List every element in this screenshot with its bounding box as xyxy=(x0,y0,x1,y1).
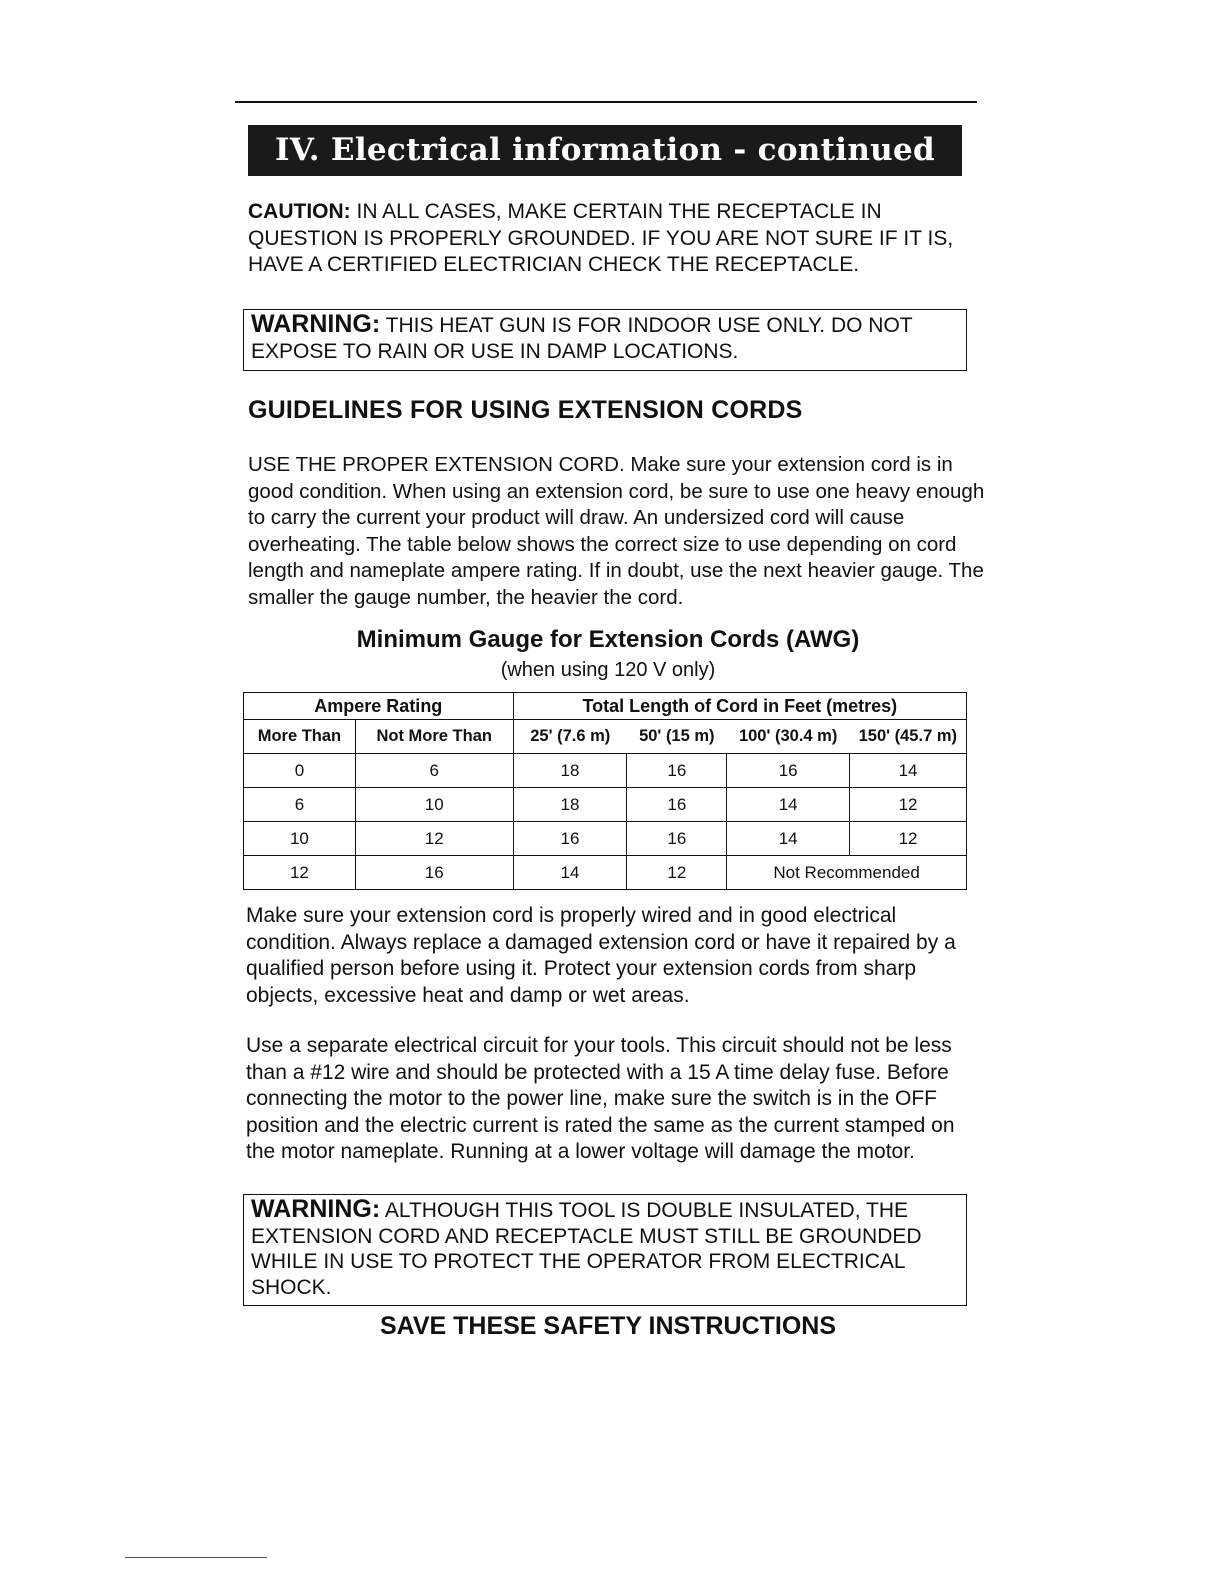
caution-label: CAUTION: xyxy=(248,200,351,223)
section-title-banner: IV. Electrical information - continued xyxy=(248,125,962,176)
warning-box-grounding xyxy=(243,1194,967,1306)
column-header: 25' (7.6 m) xyxy=(513,720,627,754)
table-cell: 16 xyxy=(513,822,627,856)
warning-box-indoor xyxy=(243,309,967,371)
table-cell: 14 xyxy=(513,856,627,890)
table-cell: 10 xyxy=(244,822,356,856)
table-cell: 0 xyxy=(244,754,356,788)
warning-label: WARNING: xyxy=(251,1195,381,1223)
column-header: 150' (45.7 m) xyxy=(850,720,967,754)
table-cell: 12 xyxy=(627,856,727,890)
table-column-header-row xyxy=(244,720,967,754)
save-instructions-heading: SAVE THESE SAFETY INSTRUCTIONS xyxy=(379,1312,837,1340)
warning-text: THIS HEAT GUN IS FOR INDOOR USE ONLY. DO NOT EXPOSE TO RAIN OR USE IN DAMP LOCATIONS. xyxy=(251,314,913,363)
table-cell: 16 xyxy=(727,754,850,788)
table-row xyxy=(244,788,967,822)
table-subtitle: (when using 120 V only) xyxy=(500,659,716,681)
table-cell: 16 xyxy=(627,822,727,856)
table-cell: 18 xyxy=(513,754,627,788)
gauge-table xyxy=(243,692,967,890)
warning-text: ALTHOUGH THIS TOOL IS DOUBLE INSULATED, THE EXTENSION CORD AND RECEPTACLE MUST STILL BE GROUNDED WHILE IN USE TO PROTECT THE OPERATOR FROM ELECTRICAL SHOCK. xyxy=(251,1199,922,1299)
table-cell: 14 xyxy=(850,754,967,788)
guidelines-paragraph: USE THE PROPER EXTENSION CORD. Make sure your extension cord is in good condition. When using an extension cord, be sure to use one heavy enough to carry the current your product will draw. An undersized cord will cause overheating. The table below shows the correct size to use depending on cord length and nameplate ampere rating. If in doubt, use the next heavier gauge. The smaller the gauge number, the heavier the cord. xyxy=(248,453,985,609)
table-title: Minimum Gauge for Extension Cords (AWG) xyxy=(356,626,860,653)
table-group-header-row xyxy=(244,693,967,720)
table-cell: 12 xyxy=(355,822,513,856)
column-header: 50' (15 m) xyxy=(627,720,727,754)
column-header: More Than xyxy=(244,720,356,754)
circuit-paragraph: Use a separate electrical circuit for your tools. This circuit should not be less than a #12 wire and should be protected with a 15 A time delay fuse. Before connecting the motor to the power line, make sure the switch is in the OFF position and the electric current is rated the same as the current stamped on the motor nameplate. Running at a lower voltage will damage the motor. xyxy=(246,1034,955,1163)
column-header: 100' (30.4 m) xyxy=(727,720,850,754)
warning-label: WARNING: xyxy=(251,310,381,338)
group-header-ampere: Ampere Rating xyxy=(244,693,514,720)
table-row xyxy=(244,856,967,890)
table-cell: 12 xyxy=(850,788,967,822)
column-header: Not More Than xyxy=(355,720,513,754)
table-cell: 10 xyxy=(355,788,513,822)
table-row xyxy=(244,822,967,856)
table-row xyxy=(244,754,967,788)
table-cell: 6 xyxy=(355,754,513,788)
cord-condition-paragraph: Make sure your extension cord is properly wired and in good electrical condition. Always replace a damaged extension cord or have it repaired by a qualified person before using it. Protect your extension cords from sharp objects, excessive heat and damp or wet areas. xyxy=(246,904,956,1007)
table-cell: 16 xyxy=(627,788,727,822)
table-cell: 12 xyxy=(244,856,356,890)
top-rule xyxy=(235,101,977,103)
table-cell: 14 xyxy=(727,822,850,856)
caution-text: IN ALL CASES, MAKE CERTAIN THE RECEPTACLE IN QUESTION IS PROPERLY GROUNDED. IF YOU ARE NOT SURE IF IT IS, HAVE A CERTIFIED ELECTRICIAN CHECK THE RECEPTACLE. xyxy=(248,200,954,276)
guidelines-heading: GUIDELINES FOR USING EXTENSION CORDS xyxy=(248,396,803,424)
table-cell: 16 xyxy=(355,856,513,890)
table-cell: 16 xyxy=(627,754,727,788)
table-cell: 6 xyxy=(244,788,356,822)
group-header-length: Total Length of Cord in Feet (metres) xyxy=(513,693,966,720)
table-cell: 18 xyxy=(513,788,627,822)
table-cell: 14 xyxy=(727,788,850,822)
caution-paragraph xyxy=(248,199,968,279)
footer-rule xyxy=(125,1557,267,1558)
table-cell-not-recommended: Not Recommended xyxy=(727,856,967,890)
table-cell: 12 xyxy=(850,822,967,856)
